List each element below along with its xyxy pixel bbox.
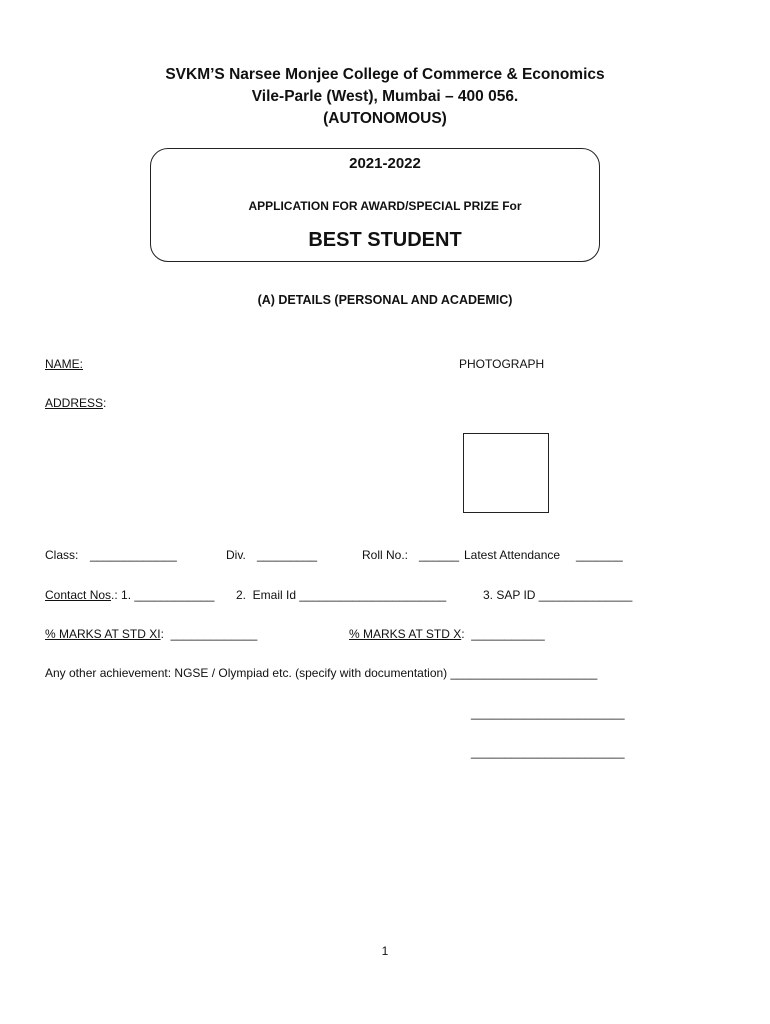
- contact-label: Contact Nos: [45, 588, 112, 602]
- academic-year: 2021-2022: [349, 155, 421, 172]
- marks-xi-blank: : _____________: [160, 627, 258, 641]
- autonomous-label: (AUTONOMOUS): [323, 110, 447, 127]
- college-address: Vile-Parle (West), Mumbai – 400 056.: [251, 88, 519, 105]
- college-name: SVKM’S Narsee Monjee College of Commerce & Economics: [165, 66, 605, 83]
- marks-x-label: % MARKS AT STD X: [349, 627, 462, 641]
- attendance-blank: _______: [576, 548, 623, 562]
- award-title: BEST STUDENT: [308, 229, 462, 251]
- name-label: NAME:: [45, 357, 84, 371]
- achievement-field: Any other achievement: NGSE / Olympiad etc. (specify with documentation) ______________________: [45, 666, 598, 680]
- achievement-line-3: _______________________: [471, 745, 625, 759]
- achievement-line-2: _______________________: [471, 706, 625, 720]
- div-label: Div.: [226, 548, 246, 562]
- photograph-label: PHOTOGRAPH: [459, 357, 545, 371]
- section-heading: (A) DETAILS (PERSONAL AND ACADEMIC): [257, 293, 513, 307]
- email-field: 2. Email Id ______________________: [236, 588, 447, 602]
- sap-id-field: 3. SAP ID ______________: [483, 588, 633, 602]
- marks-xi-label: % MARKS AT STD XI: [45, 627, 161, 641]
- marks-x-field: [349, 627, 545, 641]
- div-blank: _________: [257, 548, 318, 562]
- roll-label: Roll No.:: [362, 548, 409, 562]
- marks-x-blank: : ___________: [461, 627, 545, 641]
- address-label: ADDRESS: [45, 396, 104, 410]
- address-field: [45, 396, 106, 410]
- attendance-label: Latest Attendance: [464, 548, 561, 562]
- contact-blank: .: 1. ____________: [111, 588, 215, 602]
- class-label: Class:: [45, 548, 79, 562]
- application-subtitle: APPLICATION FOR AWARD/SPECIAL PRIZE For: [248, 199, 522, 213]
- marks-xi-field: [45, 627, 257, 641]
- class-blank: _____________: [90, 548, 177, 562]
- photograph-box: [463, 433, 549, 513]
- roll-blank: ______: [419, 548, 460, 562]
- contact-field: [45, 588, 214, 602]
- page-number: 1: [381, 944, 389, 958]
- address-colon: :: [103, 396, 107, 410]
